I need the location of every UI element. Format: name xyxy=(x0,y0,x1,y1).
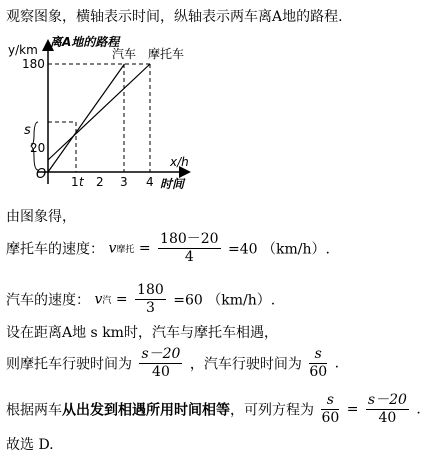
x-tick-2: 2 xyxy=(96,175,104,189)
moto-speed-fraction: $\frac{180-20}{4}$ xyxy=(160,231,219,265)
car-speed-line: 汽车的速度： v汽 = $\frac{180}{3}$ =60 （km/h）. xyxy=(6,282,276,316)
x-axis-title: 时间 xyxy=(160,177,185,191)
intro-text: 观察图象，横轴表示时间，纵轴表示两车离A地的路程. xyxy=(6,9,343,25)
moto-speed-line: 摩托车的速度： v摩托 = $\frac{180-20}{4}$ =40 （km/h）. xyxy=(6,231,330,265)
y-tick-180: 180 xyxy=(22,57,45,71)
y-axis-title: 离A地的路程 xyxy=(50,35,120,49)
distance-time-graph xyxy=(0,32,446,212)
series-line-0 xyxy=(48,64,125,172)
car-label: 汽车 xyxy=(112,47,137,61)
x-tick-3: 3 xyxy=(120,175,128,189)
x-tick-1: 1 xyxy=(71,175,79,189)
y-tick-s: s xyxy=(24,123,31,138)
y-tick-20: 20 xyxy=(30,141,46,155)
moto-label: 摩托车 xyxy=(148,47,185,61)
x-axis-label: x/h xyxy=(170,155,189,169)
car-speed-fraction: $\frac{180}{3}$ xyxy=(137,282,164,316)
by-graph-text: 由图象得， xyxy=(6,209,76,225)
answer-text: 故选 D. xyxy=(6,437,54,453)
time-line: 则摩托车行驶时间为 $\frac{s-20}{40}$ ，汽车行驶时间为 $\frac{s}{60}$ . xyxy=(6,346,340,380)
origin-label: O xyxy=(36,167,47,182)
x-tick-4: 4 xyxy=(146,175,154,189)
series-line-1 xyxy=(48,64,150,160)
let-line: 设在距离A地 s km时，汽车与摩托车相遇， xyxy=(6,325,278,341)
y-axis-label: y/km xyxy=(8,43,38,57)
x-tick-t: t xyxy=(79,175,84,189)
equation-line: 根据两车从出发到相遇所用时间相等，可列方程为 $\frac{s}{60}$ = $\frac{s-20}{40}$ . xyxy=(6,392,421,426)
